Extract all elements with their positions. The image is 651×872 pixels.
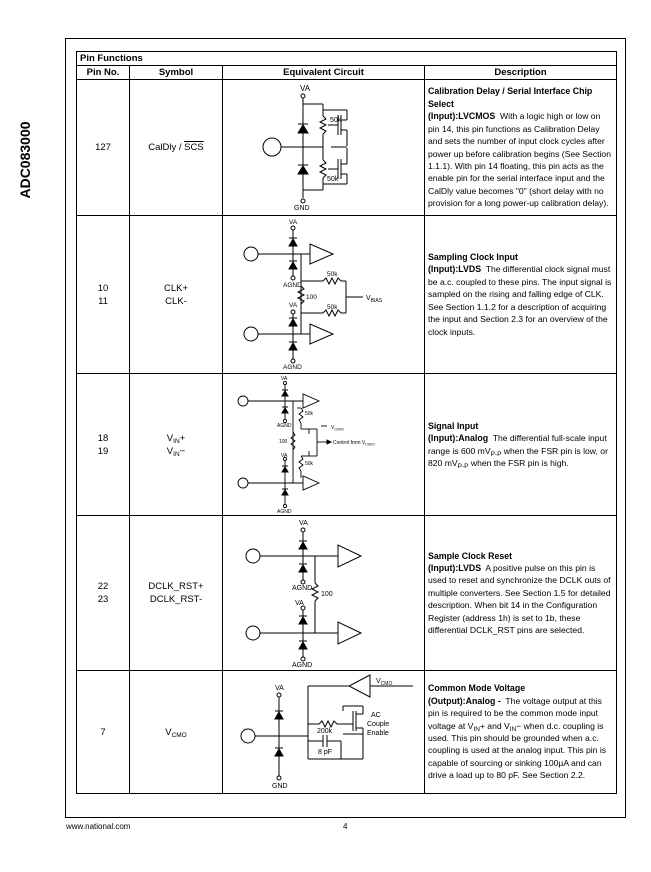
circuit-label-agnd: AGND <box>277 509 292 515</box>
header-description: Description <box>425 66 617 80</box>
caldly-circuit-diagram <box>223 80 424 215</box>
equivalent-circuit <box>223 671 425 794</box>
circuit-label-100: 100 <box>279 439 288 445</box>
pin-number: 7 <box>77 671 130 794</box>
circuit-label-agnd: AGND <box>292 585 313 592</box>
circuit-label-va: VA <box>289 219 298 226</box>
description-title: Sample Clock Reset <box>428 550 513 561</box>
table-caption-row <box>77 52 617 66</box>
table-row <box>77 216 617 374</box>
circuit-label-50k: 50k <box>330 117 342 124</box>
circuit-label-va: VA <box>281 376 288 382</box>
header-pin-no: Pin No. <box>77 66 130 80</box>
equivalent-circuit <box>223 216 425 374</box>
pin-number: 22 23 <box>77 516 130 671</box>
circuit-label-100: 100 <box>306 294 317 301</box>
pin-description <box>425 516 617 671</box>
pin-description <box>425 374 617 516</box>
description-io: (Output):Analog - <box>428 695 501 706</box>
equivalent-circuit <box>223 516 425 671</box>
vcmo-circuit-diagram <box>223 671 424 793</box>
pin-symbol: CalDly / $\overline{SCS}$ <box>130 80 223 216</box>
table-row <box>77 80 617 216</box>
description-text: A positive pulse on this pin is used to reset and synchronize the DCLK outs of multiple converters. See Section 1.5 for detailed description. When bit 14 in the Configuration Register (address 1h) is set to 1b, these differential DCLK_RST pins are selected. <box>428 562 611 636</box>
circuit-label-agnd: AGND <box>283 282 302 289</box>
table-row <box>77 516 617 671</box>
circuit-label-va: VA <box>300 84 311 93</box>
circuit-label-vcmo: $V_{CMO}$ <box>331 425 344 432</box>
description-text: The differential full-scale input range is 600 $mV_{P-P}$ when the FSR pin is low, or 820 $mV_{P-P}$ when the FSR pin is high. <box>428 433 608 470</box>
pin-symbol: $V_{CMO}$ <box>130 671 223 794</box>
pin-description <box>425 80 617 216</box>
circuit-label-va: VA <box>281 453 288 459</box>
pin-number: 18 19 <box>77 374 130 516</box>
pin-symbol: CLK+ CLK- <box>130 216 223 374</box>
pin-functions-table <box>76 51 617 794</box>
circuit-label-va: VA <box>275 685 284 692</box>
circuit-label-8pf: 8 pF <box>318 749 333 756</box>
circuit-label-50k: 50k <box>327 176 339 183</box>
footer-website: www.national.com <box>66 822 131 831</box>
pin-number: 10 11 <box>77 216 130 374</box>
equivalent-circuit <box>223 374 425 516</box>
pin-symbol: DCLK_RST+ DCLK_RST- <box>130 516 223 671</box>
circuit-label-gnd: GND <box>272 783 288 790</box>
header-symbol: Symbol <box>130 66 223 80</box>
circuit-label-agnd: AGND <box>277 423 292 429</box>
vin-circuit-diagram <box>223 374 424 515</box>
description-text: With a logic high or low on pin 14, this pin functions as Calibration Delay and sets the number of input clock cycles after power up before calibration begins (See Section 1.1.1). With pin 14 floating, this pin acts as the enable pin for the serial interface input and the CalDly value becomes "0" (short delay with no provision for a long power-up calibration delay). <box>428 111 611 209</box>
circuit-label-control-from-vcmo: Control from $V_{CMO}$ <box>333 440 375 447</box>
circuit-label-gnd: GND <box>294 205 310 212</box>
circuit-label-vbias: $V_{BIAS}$ <box>366 295 383 304</box>
circuit-label-enable: Enable <box>367 730 389 737</box>
circuit-label-agnd: AGND <box>292 662 313 669</box>
description-title: Common Mode Voltage <box>428 683 526 694</box>
pin-symbol: $V_{IN}+$ $V_{IN}-$ <box>130 374 223 516</box>
circuit-label-ac: AC <box>371 712 381 719</box>
description-text: The differential clock signal must be a.c. coupled to these pins. The input signal is sampled on the rising and falling edge of CLK. See Section 1.1.2 for a description of acquiring the input and Section 2.3 for an overview of the clock inputs. <box>428 264 612 337</box>
equivalent-circuit <box>223 80 425 216</box>
description-io: (Input):Analog <box>428 433 489 444</box>
description-text: The voltage output at this pin is required to be the common mode input voltage at $V_{IN}+$ and $V_{IN}-$ when d.c. coupling is used. This pin should be grounded when a.c. coupling is used at the analog input. This pin is capable of sourcing or sinking 100µA and can drive a load up to 80 pF. See Section 2.2. <box>428 695 607 781</box>
pin-number: 127 <box>77 80 130 216</box>
circuit-label-200k: 200k <box>317 728 333 735</box>
description-title: Signal Input <box>428 420 479 431</box>
circuit-label-va: VA <box>289 302 298 309</box>
description-io: (Input):LVDS <box>428 264 482 275</box>
table-row <box>77 671 617 794</box>
header-equivalent-circuit: Equivalent Circuit <box>223 66 425 80</box>
circuit-label-50k: 50k <box>327 304 338 311</box>
clk-circuit-diagram <box>223 216 424 373</box>
pin-description <box>425 216 617 374</box>
circuit-label-agnd: AGND <box>283 364 302 371</box>
table-row <box>77 374 617 516</box>
side-title-text: ADC083000 <box>17 121 33 199</box>
table-caption: Pin Functions <box>77 52 617 66</box>
dclk-rst-circuit-diagram <box>223 516 424 670</box>
circuit-label-va: VA <box>295 600 304 607</box>
description-title: Sampling Clock Input <box>428 252 518 263</box>
side-title <box>14 100 36 220</box>
description-io: (Input):LVCMOS <box>428 111 496 122</box>
circuit-label-vcmo: $V_{CMO}$ <box>376 678 393 687</box>
description-io: (Input):LVDS <box>428 562 482 573</box>
footer-page-number: 4 <box>343 822 348 831</box>
description-title: Calibration Delay / Serial Interface Chip Select <box>428 86 593 109</box>
circuit-label-couple: Couple <box>367 721 390 728</box>
table-header-row <box>77 66 617 80</box>
circuit-label-100: 100 <box>321 591 333 598</box>
circuit-label-50k: 50k <box>327 271 338 278</box>
circuit-label-50k: 50k <box>305 411 314 417</box>
pin-description <box>425 671 617 794</box>
circuit-label-va: VA <box>299 520 308 527</box>
circuit-label-50k: 50k <box>305 461 314 467</box>
